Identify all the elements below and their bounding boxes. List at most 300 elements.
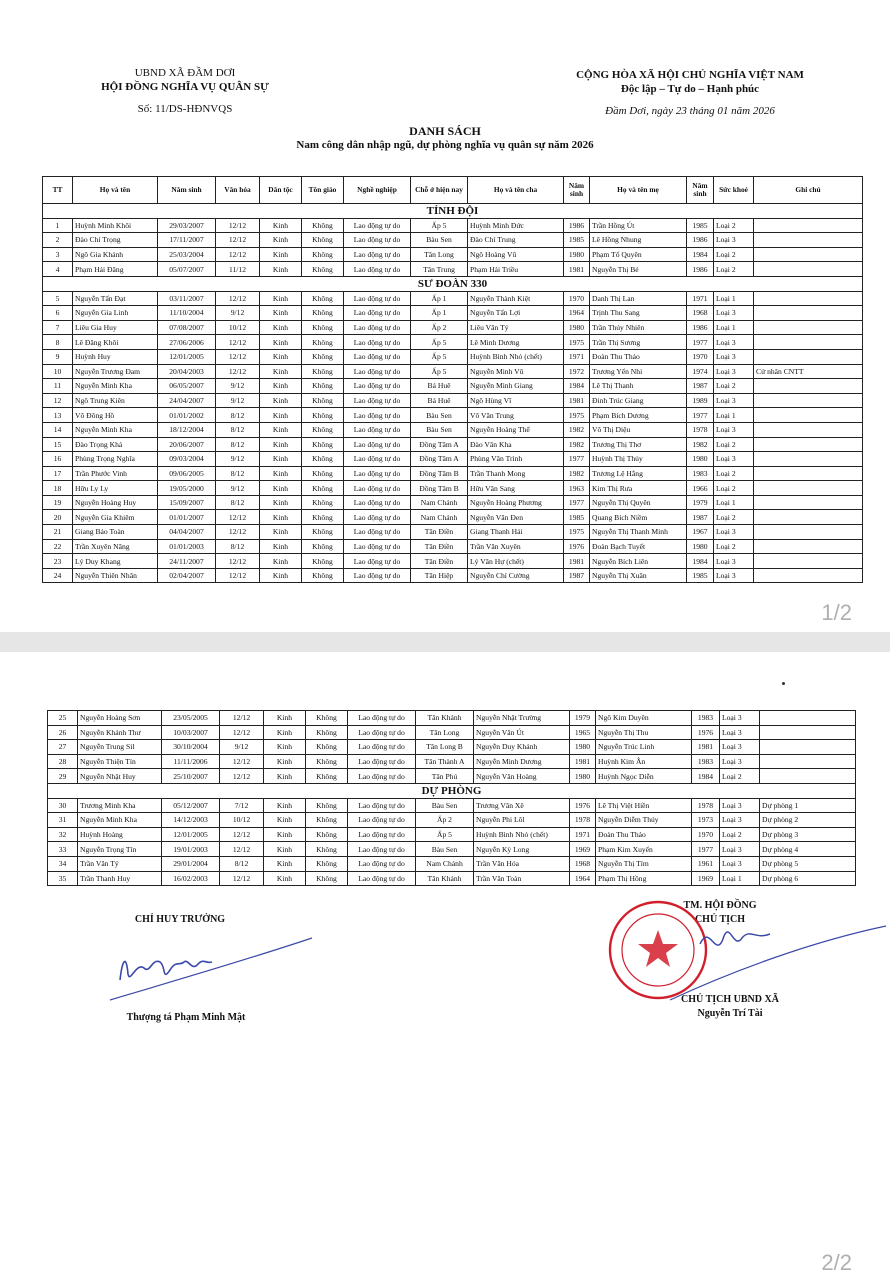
table-cell: 6: [43, 306, 73, 321]
column-header: Nghề nghiệp: [344, 177, 411, 204]
table-cell: Tân Phú: [416, 769, 474, 784]
table-cell: Lao động tự do: [344, 291, 411, 306]
table-cell: Ấp 5: [411, 218, 468, 233]
table-cell: 1979: [570, 711, 596, 726]
table-cell: 1968: [570, 856, 596, 871]
table-cell: Bàu Sen: [416, 842, 474, 857]
table-cell: 1986: [564, 218, 590, 233]
table-cell: Lao động tự do: [348, 842, 416, 857]
table-cell: Lao động tự do: [344, 233, 411, 248]
table-cell: Kinh: [260, 408, 302, 423]
table-cell: Phạm Hải Đăng: [73, 262, 158, 277]
table-cell: [754, 335, 863, 350]
table-cell: 1976: [570, 798, 596, 813]
table-cell: Không: [302, 452, 344, 467]
table-cell: Phạm Bích Dương: [590, 408, 687, 423]
table-cell: Ấp 5: [411, 335, 468, 350]
table-cell: 23: [43, 554, 73, 569]
table-row: [48, 725, 856, 740]
table-cell: 1963: [564, 481, 590, 496]
column-header: Sức khoẻ: [714, 177, 754, 204]
table-cell: 1981: [564, 393, 590, 408]
table-cell: [754, 233, 863, 248]
table-cell: 1982: [564, 466, 590, 481]
table-cell: Không: [306, 813, 348, 828]
issuer-block: [70, 66, 300, 116]
table-cell: Trần Văn Tý: [78, 856, 162, 871]
table-cell: Loại 1: [714, 408, 754, 423]
table-row: [43, 379, 863, 394]
table-cell: Nguyễn Minh Kha: [78, 813, 162, 828]
table-cell: Loại 3: [720, 725, 760, 740]
table-cell: Kinh: [260, 437, 302, 452]
table-cell: Lao động tự do: [344, 306, 411, 321]
table-cell: Danh Thị Lan: [590, 291, 687, 306]
table-cell: 1980: [687, 539, 714, 554]
table-cell: 9/12: [216, 306, 260, 321]
table-cell: Loại 1: [714, 291, 754, 306]
table-cell: 1966: [687, 481, 714, 496]
table-cell: Kinh: [260, 554, 302, 569]
table-cell: [760, 725, 856, 740]
table-cell: Dự phòng 5: [760, 856, 856, 871]
table-cell: Loại 3: [714, 452, 754, 467]
table-cell: Loại 2: [714, 481, 754, 496]
table-cell: 1970: [692, 827, 720, 842]
table-cell: 10/12: [216, 320, 260, 335]
table-cell: 17/11/2007: [158, 233, 216, 248]
table-cell: 9/12: [216, 379, 260, 394]
table-cell: Đồng Tâm A: [411, 437, 468, 452]
table-cell: 1980: [570, 769, 596, 784]
table-cell: [760, 711, 856, 726]
table-cell: 29: [48, 769, 78, 784]
table-cell: Huỳnh Ngọc Diễn: [596, 769, 692, 784]
table-cell: Kinh: [260, 349, 302, 364]
table-header-row: [43, 177, 863, 204]
table-cell: 7: [43, 320, 73, 335]
table-cell: 1987: [687, 379, 714, 394]
table-cell: 1984: [692, 769, 720, 784]
table-cell: [760, 754, 856, 769]
table-cell: [754, 393, 863, 408]
table-cell: Lao động tự do: [344, 466, 411, 481]
table-cell: Loại 2: [714, 218, 754, 233]
table-cell: Nguyễn Chí Cường: [468, 568, 564, 583]
table-cell: 28: [48, 754, 78, 769]
table-cell: 05/07/2007: [158, 262, 216, 277]
table-cell: Nguyễn Minh Kha: [73, 422, 158, 437]
column-header: Họ và tên cha: [468, 177, 564, 204]
table-cell: 8: [43, 335, 73, 350]
table-body-page-1: [43, 204, 863, 583]
table-row: [43, 320, 863, 335]
table-cell: Nguyễn Trung Sil: [78, 740, 162, 755]
table-cell: Kinh: [260, 452, 302, 467]
table-cell: Nam Chánh: [416, 856, 474, 871]
table-cell: Trần Văn Hóa: [474, 856, 570, 871]
table-cell: Nguyễn Gia Khiêm: [73, 510, 158, 525]
table-cell: Trương Văn Xê: [474, 798, 570, 813]
table-cell: Lê Đăng Khôi: [73, 335, 158, 350]
table-cell: Tân Điền: [411, 554, 468, 569]
document-number: Số: 11/DS-HĐNVQS: [137, 103, 233, 115]
table-cell: 27/06/2006: [158, 335, 216, 350]
table-cell: Loại 2: [714, 262, 754, 277]
table-cell: Tân Khánh: [416, 711, 474, 726]
table-cell: 22: [43, 539, 73, 554]
table-cell: 29/03/2007: [158, 218, 216, 233]
column-header: Dân tộc: [260, 177, 302, 204]
table-cell: Huỳnh Hoàng: [78, 827, 162, 842]
table-cell: Ấp 1: [411, 291, 468, 306]
table-cell: Loại 3: [714, 525, 754, 540]
table-cell: 01/01/2003: [158, 539, 216, 554]
table-cell: Trần Thúy Nhiên: [590, 320, 687, 335]
table-row: [43, 306, 863, 321]
table-cell: Trần Hồng Út: [590, 218, 687, 233]
table-cell: Kinh: [264, 856, 306, 871]
table-cell: Nguyễn Gia Linh: [73, 306, 158, 321]
table-cell: Giang Bảo Toàn: [73, 525, 158, 540]
table-row: [48, 856, 856, 871]
table-cell: Kinh: [260, 393, 302, 408]
table-cell: Kim Thị Rưa: [590, 481, 687, 496]
table-cell: Nguyễn Duy Khánh: [474, 740, 570, 755]
table-cell: Nguyễn Phi Lôl: [474, 813, 570, 828]
document-subtitle: Nam công dân nhập ngũ, dự phòng nghĩa vụ quân sự năm 2026: [296, 139, 594, 151]
table-cell: Kinh: [260, 422, 302, 437]
table-cell: 14/12/2003: [162, 813, 220, 828]
table-cell: Loại 2: [714, 466, 754, 481]
table-cell: Loại 1: [714, 320, 754, 335]
table-row: [43, 495, 863, 510]
section-header-row: [48, 783, 856, 798]
table-cell: 12/12: [220, 725, 264, 740]
table-cell: [754, 408, 863, 423]
table-cell: Lao động tự do: [344, 539, 411, 554]
table-cell: Không: [302, 554, 344, 569]
page-indicator-2: 2/2: [821, 1250, 852, 1275]
table-cell: 1976: [564, 539, 590, 554]
table-cell: Không: [302, 525, 344, 540]
table-cell: 1977: [687, 408, 714, 423]
table-cell: 1982: [564, 437, 590, 452]
table-cell: Nam Chánh: [411, 510, 468, 525]
table-cell: Trương Yến Nhi: [590, 364, 687, 379]
table-cell: 3: [43, 247, 73, 262]
table-cell: 12/12: [220, 711, 264, 726]
column-header: Họ và tên mẹ: [590, 177, 687, 204]
document-page-2: [0, 652, 890, 1280]
table-cell: Nguyễn Thị Xuân: [590, 568, 687, 583]
table-cell: Tân Long: [411, 247, 468, 262]
commander-name: Thượng tá Phạm Minh Mật: [126, 1012, 246, 1023]
table-cell: 17: [43, 466, 73, 481]
table-cell: Không: [302, 320, 344, 335]
table-cell: Đào Chí Trung: [468, 233, 564, 248]
table-cell: Lao động tự do: [348, 827, 416, 842]
table-cell: Nguyễn Thị Bé: [590, 262, 687, 277]
table-cell: Loại 3: [720, 711, 760, 726]
table-cell: 07/08/2007: [158, 320, 216, 335]
table-row: [48, 769, 856, 784]
table-cell: 24: [43, 568, 73, 583]
table-cell: 1971: [570, 827, 596, 842]
table-cell: Nguyễn Diễm Thúy: [596, 813, 692, 828]
table-cell: Lao động tự do: [344, 218, 411, 233]
table-cell: Phạm Tố Quyên: [590, 247, 687, 262]
table-cell: Tân Long B: [416, 740, 474, 755]
table-cell: 11/11/2006: [162, 754, 220, 769]
table-cell: 12: [43, 393, 73, 408]
table-cell: 20: [43, 510, 73, 525]
table-cell: Nguyễn Văn Hoàng: [474, 769, 570, 784]
table-cell: Kinh: [260, 525, 302, 540]
table-row: [43, 510, 863, 525]
table-cell: [754, 554, 863, 569]
table-cell: Kinh: [260, 291, 302, 306]
table-cell: 1987: [564, 568, 590, 583]
table-cell: Trịnh Thu Sang: [590, 306, 687, 321]
table-cell: Lao động tự do: [348, 871, 416, 886]
table-cell: Lê Hồng Nhung: [590, 233, 687, 248]
table-cell: 20/06/2007: [158, 437, 216, 452]
table-row: [43, 233, 863, 248]
table-cell: 1977: [564, 452, 590, 467]
table-cell: 1965: [570, 725, 596, 740]
national-motto: Độc lập – Tự do – Hạnh phúc: [620, 83, 760, 95]
table-cell: 18: [43, 481, 73, 496]
table-cell: 32: [48, 827, 78, 842]
table-cell: Võ Văn Trung: [468, 408, 564, 423]
table-cell: Loại 3: [714, 393, 754, 408]
table-cell: 1961: [692, 856, 720, 871]
table-cell: [754, 495, 863, 510]
table-cell: Tân Điền: [411, 539, 468, 554]
table-cell: Phạm Kim Xuyến: [596, 842, 692, 857]
table-cell: Lao động tự do: [348, 813, 416, 828]
table-cell: Không: [302, 233, 344, 248]
table-cell: Nguyễn Minh Kha: [73, 379, 158, 394]
table-cell: Kinh: [264, 725, 306, 740]
table-cell: 30: [48, 798, 78, 813]
table-cell: 01/01/2007: [158, 510, 216, 525]
table-cell: Huỳnh Kim Ân: [596, 754, 692, 769]
table-cell: Ngô Kim Duyên: [596, 711, 692, 726]
scan-speck: [782, 682, 785, 685]
table-cell: 1964: [564, 306, 590, 321]
column-header: Chỗ ở hiện nay: [411, 177, 468, 204]
table-cell: Lê Thị Việt Hiền: [596, 798, 692, 813]
table-cell: Kinh: [264, 827, 306, 842]
table-cell: 12/12: [216, 554, 260, 569]
table-cell: Nguyễn Trúc Linh: [596, 740, 692, 755]
table-cell: Kinh: [260, 335, 302, 350]
table-cell: 1980: [564, 320, 590, 335]
table-cell: Không: [302, 291, 344, 306]
table-cell: Đào Trọng Khả: [73, 437, 158, 452]
table-cell: [754, 262, 863, 277]
table-cell: 12/12: [220, 769, 264, 784]
table-cell: 1978: [687, 422, 714, 437]
table-cell: Lao động tự do: [348, 711, 416, 726]
table-cell: Bàu Sen: [411, 233, 468, 248]
table-cell: 09/03/2004: [158, 452, 216, 467]
table-row: [43, 393, 863, 408]
table-cell: 1985: [564, 233, 590, 248]
table-cell: Không: [302, 481, 344, 496]
table-cell: Ấp 2: [411, 320, 468, 335]
table-cell: 1977: [564, 495, 590, 510]
table-cell: 12/12: [216, 247, 260, 262]
table-cell: 1: [43, 218, 73, 233]
document-page-1: [0, 0, 890, 632]
table-cell: 1989: [687, 393, 714, 408]
table-cell: 25/03/2004: [158, 247, 216, 262]
table-cell: Nguyễn Hoàng Sơn: [78, 711, 162, 726]
table-cell: Nguyễn Thị Thu: [596, 725, 692, 740]
table-cell: Trần Phước Vinh: [73, 466, 158, 481]
table-cell: 1984: [564, 379, 590, 394]
table-cell: Kinh: [260, 262, 302, 277]
table-cell: Nguyễn Nhật Trường: [474, 711, 570, 726]
table-cell: Không: [302, 393, 344, 408]
table-cell: Nguyễn Minh Giang: [468, 379, 564, 394]
table-cell: [754, 510, 863, 525]
table-cell: Nguyễn Thành Kiệt: [468, 291, 564, 306]
table-cell: 21: [43, 525, 73, 540]
column-header: Năm sinh: [564, 177, 590, 204]
table-cell: Lao động tự do: [344, 495, 411, 510]
table-cell: 8/12: [220, 856, 264, 871]
table-cell: Loại 3: [714, 306, 754, 321]
table-cell: Ngô Trung Kiên: [73, 393, 158, 408]
table-cell: 1970: [564, 291, 590, 306]
table-cell: 29/01/2004: [162, 856, 220, 871]
table-cell: Nguyễn Thị Thanh Minh: [590, 525, 687, 540]
table-cell: 1978: [692, 798, 720, 813]
table-cell: Nguyễn Thiện Tín: [78, 754, 162, 769]
table-cell: 1986: [687, 233, 714, 248]
table-cell: Loại 2: [714, 247, 754, 262]
table-cell: 1964: [570, 871, 596, 886]
commune-chair-name: Nguyễn Trí Tài: [697, 1008, 763, 1019]
table-cell: Lao động tự do: [344, 437, 411, 452]
table-cell: Phùng Trọng Nghĩa: [73, 452, 158, 467]
table-cell: 10: [43, 364, 73, 379]
table-cell: Đoàn Thu Thảo: [596, 827, 692, 842]
table-cell: Nguyễn Thị Tím: [596, 856, 692, 871]
table-cell: Trương Minh Kha: [78, 798, 162, 813]
table-cell: Phùng Văn Trình: [468, 452, 564, 467]
table-cell: [754, 452, 863, 467]
table-cell: Huỳnh Minh Đức: [468, 218, 564, 233]
table-row: [48, 813, 856, 828]
table-cell: Trần Thanh Mong: [468, 466, 564, 481]
issuer-line-2: HỘI ĐỒNG NGHĨA VỤ QUÂN SỰ: [101, 81, 269, 93]
table-cell: Không: [302, 408, 344, 423]
table-cell: Kinh: [264, 871, 306, 886]
table-cell: 1975: [564, 408, 590, 423]
column-header: Văn hóa: [216, 177, 260, 204]
table-cell: 1981: [564, 554, 590, 569]
table-cell: 1985: [687, 568, 714, 583]
table-cell: Lao động tự do: [344, 408, 411, 423]
table-cell: 24/11/2007: [158, 554, 216, 569]
document-title: DANH SÁCH: [409, 124, 481, 138]
table-cell: 1986: [687, 320, 714, 335]
table-cell: Nguyễn Khánh Thư: [78, 725, 162, 740]
table-cell: Lao động tự do: [348, 856, 416, 871]
table-cell: Đào Văn Kha: [468, 437, 564, 452]
table-cell: [754, 291, 863, 306]
table-cell: 12/01/2005: [158, 349, 216, 364]
table-cell: Trương Lệ Hằng: [590, 466, 687, 481]
table-cell: 09/06/2005: [158, 466, 216, 481]
table-row: [43, 466, 863, 481]
table-cell: 1984: [687, 247, 714, 262]
table-row: [43, 481, 863, 496]
table-row: [43, 335, 863, 350]
table-cell: 12/12: [216, 335, 260, 350]
table-cell: Không: [306, 740, 348, 755]
table-cell: 1972: [564, 364, 590, 379]
table-cell: Không: [306, 842, 348, 857]
table-cell: Lao động tự do: [344, 379, 411, 394]
table-cell: Lao động tự do: [344, 393, 411, 408]
table-cell: Nguyễn Thị Quyên: [590, 495, 687, 510]
table-cell: 1987: [687, 510, 714, 525]
table-cell: Kinh: [260, 306, 302, 321]
table-cell: 1967: [687, 525, 714, 540]
table-cell: Lao động tự do: [348, 740, 416, 755]
table-cell: 20/04/2003: [158, 364, 216, 379]
table-cell: 8/12: [216, 495, 260, 510]
table-row: [43, 291, 863, 306]
table-cell: Loại 3: [714, 364, 754, 379]
column-header: Tôn giáo: [302, 177, 344, 204]
commander-signature: [100, 922, 330, 1012]
national-motto-block: [540, 68, 840, 118]
table-cell: 18/12/2004: [158, 422, 216, 437]
table-cell: 8/12: [216, 539, 260, 554]
table-cell: 8/12: [216, 408, 260, 423]
table-cell: Nguyễn Hoàng Thể: [468, 422, 564, 437]
table-cell: Ngô Gia Khánh: [73, 247, 158, 262]
table-cell: 1981: [692, 740, 720, 755]
table-cell: Không: [302, 437, 344, 452]
table-cell: Kinh: [260, 495, 302, 510]
table-cell: 05/12/2007: [162, 798, 220, 813]
table-cell: Lao động tự do: [344, 349, 411, 364]
table-cell: Lao động tự do: [344, 335, 411, 350]
table-cell: 12/12: [220, 754, 264, 769]
table-cell: Bàu Sen: [416, 798, 474, 813]
table-cell: Không: [306, 827, 348, 842]
table-cell: 1979: [687, 495, 714, 510]
council-chair-title: CHỦ TỊCH: [694, 914, 746, 925]
table-cell: 2: [43, 233, 73, 248]
table-cell: 9/12: [220, 740, 264, 755]
table-cell: 33: [48, 842, 78, 857]
table-cell: 02/04/2007: [158, 568, 216, 583]
table-cell: Đoàn Bạch Tuyết: [590, 539, 687, 554]
table-cell: Loại 3: [720, 842, 760, 857]
table-cell: 1981: [564, 262, 590, 277]
table-row: [43, 568, 863, 583]
table-cell: 23/05/2005: [162, 711, 220, 726]
